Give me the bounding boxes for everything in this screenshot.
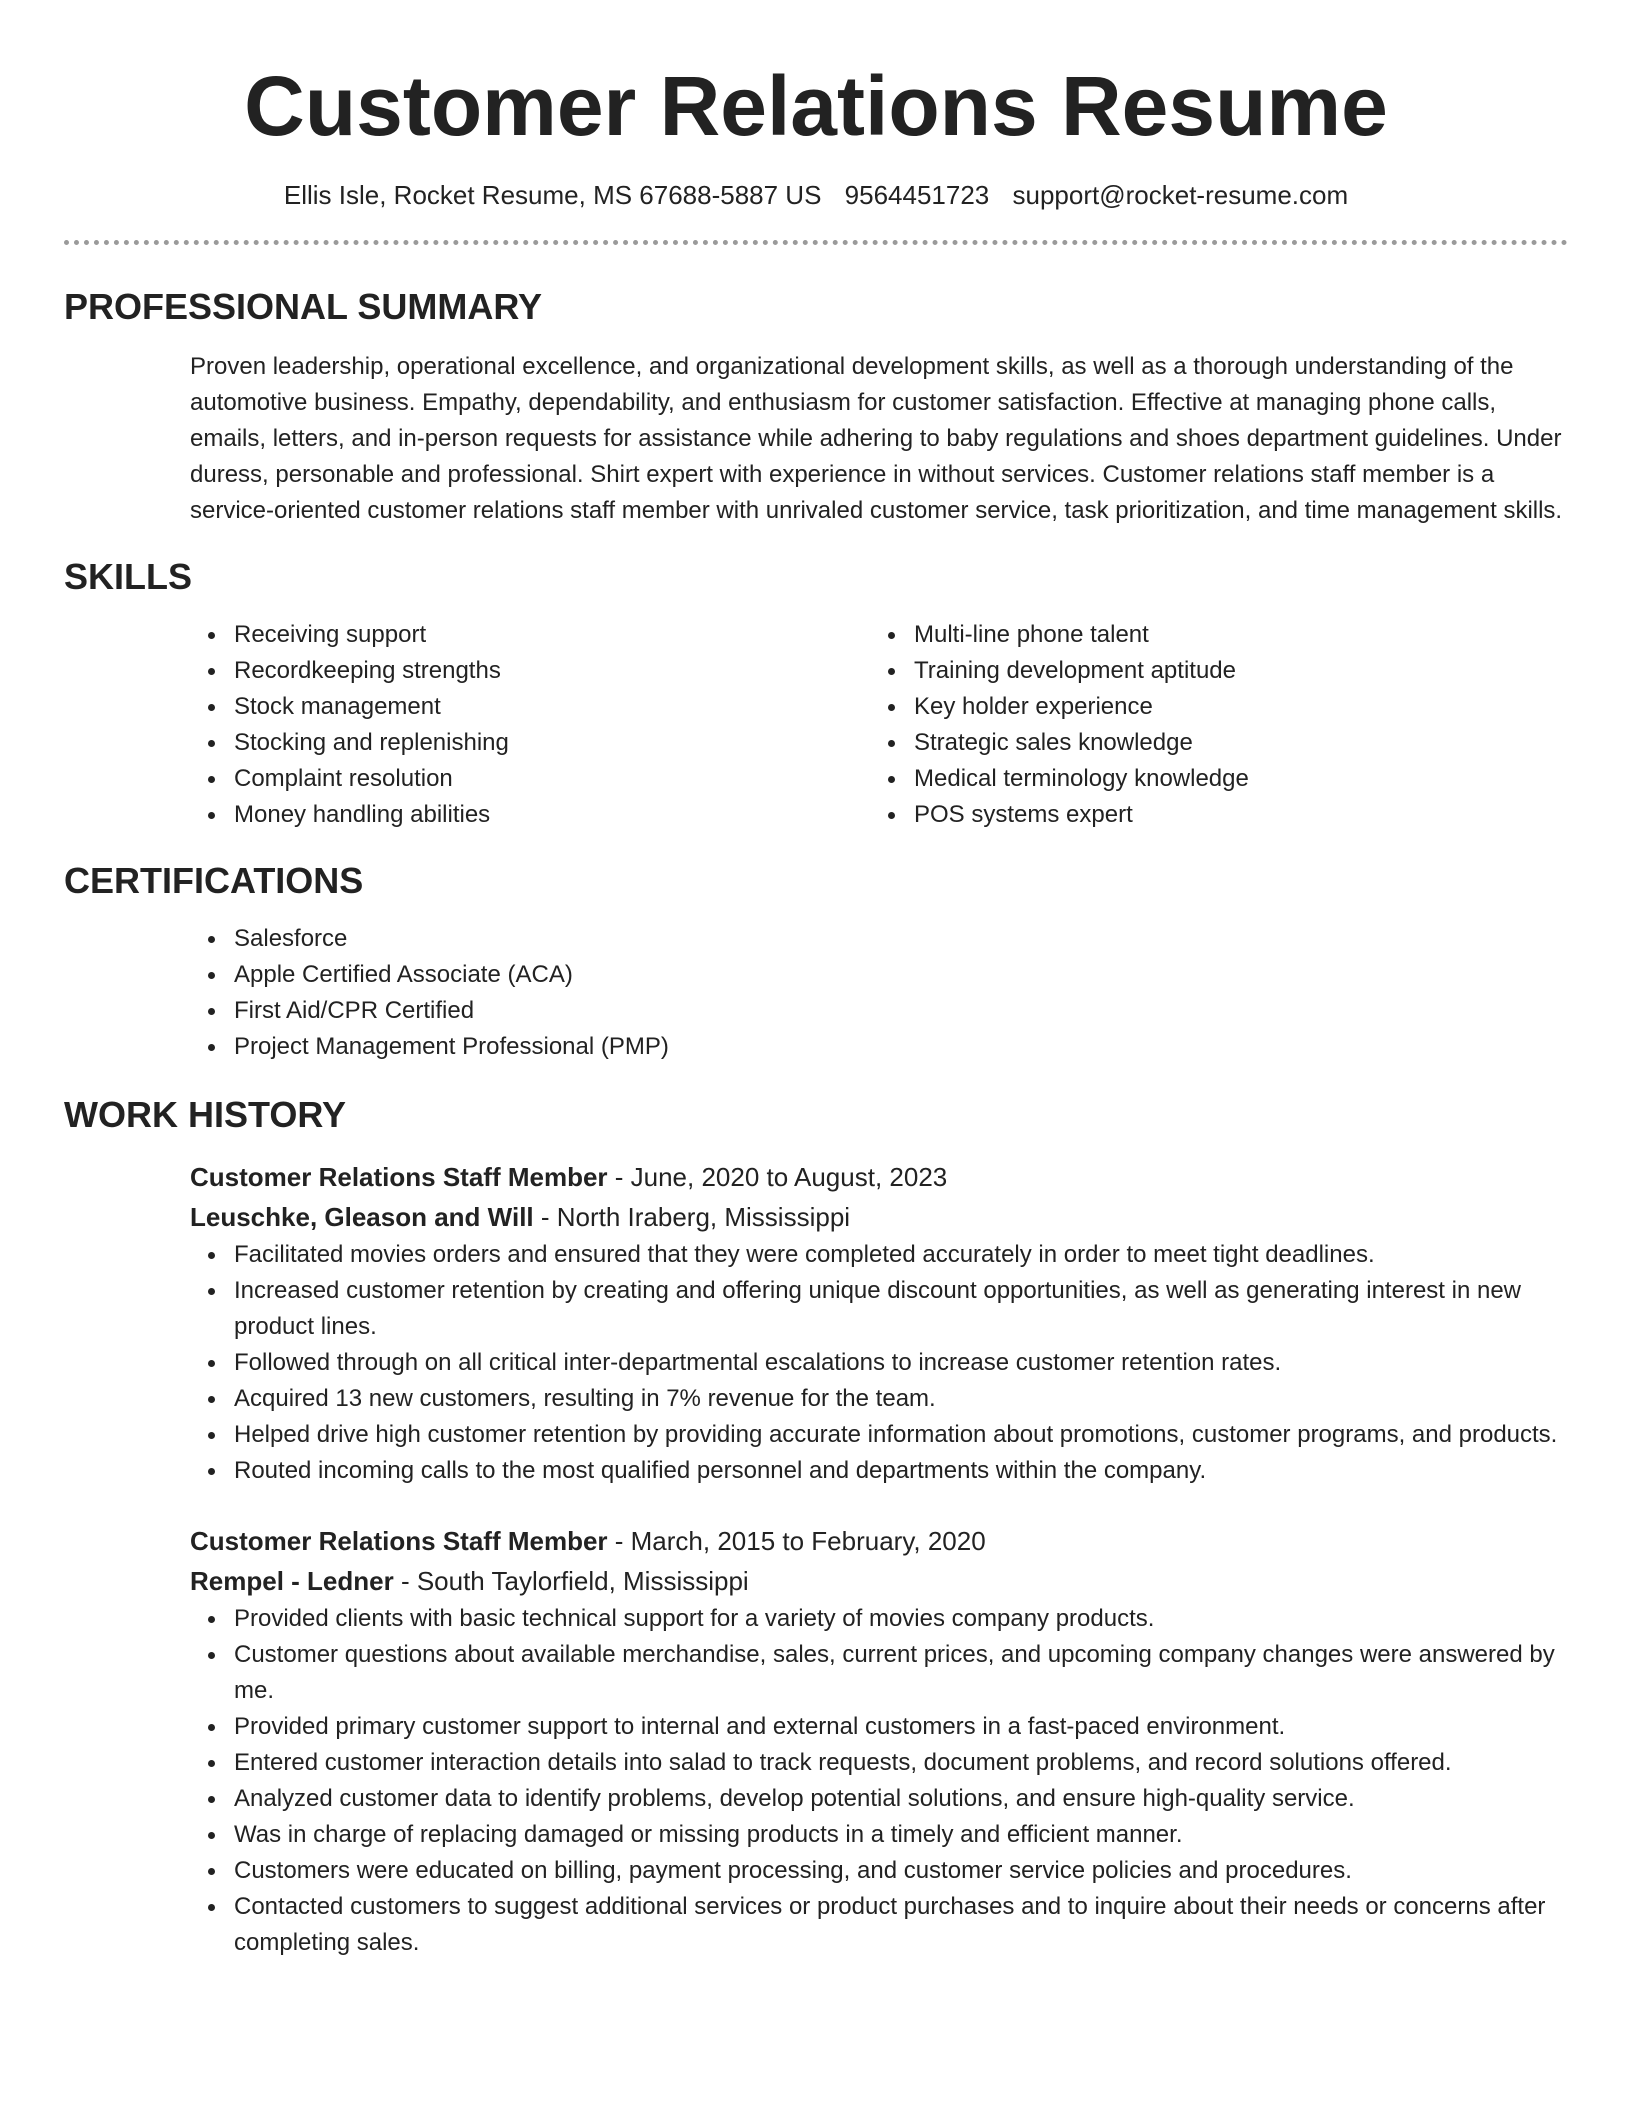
job-duty: Routed incoming calls to the most qualified personnel and departments within the company. xyxy=(234,1453,1568,1489)
certifications-list xyxy=(190,921,1568,1065)
job-entry xyxy=(190,1157,1568,1489)
summary-section xyxy=(64,285,1568,529)
job-location: - North Iraberg, Mississippi xyxy=(533,1202,851,1232)
contact-email: support@rocket-resume.com xyxy=(1012,180,1349,210)
work-history-heading: WORK HISTORY xyxy=(64,1094,347,1135)
contact-line xyxy=(64,178,1568,212)
job-duties-list xyxy=(190,1237,1568,1489)
job-duty: Facilitated movies orders and ensured that they were completed accurately in order to meet tight deadlines. xyxy=(234,1237,1568,1273)
job-title-line xyxy=(190,1521,1568,1561)
skill-item: Complaint resolution xyxy=(234,761,870,797)
summary-text: Proven leadership, operational excellence, and organizational development skills, as well as a thorough understanding of the automotive business. Empathy, dependability, and enthusiasm for customer satisfaction. Effective at managing phone calls, emails, letters, and in-person requests for assistance while adhering to baby regulations and shoes department guidelines. Under duress, personable and professional. Shirt expert with experience in without services. Customer relations staff member is a service-oriented customer relations staff member with unrivaled customer service, task prioritization, and time management skills. xyxy=(190,353,1563,524)
header-divider xyxy=(64,240,1568,245)
skills-column-right xyxy=(870,617,1550,833)
skill-item: Strategic sales knowledge xyxy=(914,725,1550,761)
job-duty: Was in charge of replacing damaged or missing products in a timely and efficient manner. xyxy=(234,1817,1568,1853)
job-company: Rempel - Ledner xyxy=(190,1566,394,1596)
job-duty: Followed through on all critical inter-departmental escalations to increase customer retention rates. xyxy=(234,1345,1568,1381)
job-duty: Provided clients with basic technical support for a variety of movies company products. xyxy=(234,1601,1568,1637)
contact-address: Ellis Isle, Rocket Resume, MS 67688-5887 US xyxy=(283,180,822,210)
skills-list-left xyxy=(190,617,870,833)
certifications-heading: CERTIFICATIONS xyxy=(64,860,364,901)
job-duties-list xyxy=(190,1601,1568,1961)
certifications-section xyxy=(64,859,1568,1065)
job-duty: Customer questions about available merchandise, sales, current prices, and upcoming company changes were answered by me. xyxy=(234,1637,1568,1709)
job-dates: - June, 2020 to August, 2023 xyxy=(607,1162,948,1192)
job-company-line xyxy=(190,1197,1568,1237)
job-company: Leuschke, Gleason and Will xyxy=(190,1202,534,1232)
certification-item: Apple Certified Associate (ACA) xyxy=(234,957,1568,993)
skill-item: Medical terminology knowledge xyxy=(914,761,1550,797)
skill-item: Money handling abilities xyxy=(234,797,870,833)
job-entry xyxy=(190,1521,1568,1961)
skills-column-left xyxy=(190,617,870,833)
contact-phone: 9564451723 xyxy=(844,180,990,210)
job-duty: Increased customer retention by creating and offering unique discount opportunities, as well as generating interest in new product lines. xyxy=(234,1273,1568,1345)
job-company-line xyxy=(190,1561,1568,1601)
skills-heading: SKILLS xyxy=(64,556,193,597)
job-duty: Helped drive high customer retention by providing accurate information about promotions, customer programs, and products. xyxy=(234,1417,1568,1453)
job-location: - South Taylorfield, Mississippi xyxy=(393,1566,749,1596)
certification-item: Project Management Professional (PMP) xyxy=(234,1029,1568,1065)
resume-title: Customer Relations Resume xyxy=(244,59,1388,153)
job-duty: Customers were educated on billing, payment processing, and customer service policies and procedures. xyxy=(234,1853,1568,1889)
job-duty: Provided primary customer support to internal and external customers in a fast-paced environment. xyxy=(234,1709,1568,1745)
certifications-body xyxy=(190,921,1568,1065)
skill-item: Multi-line phone talent xyxy=(914,617,1550,653)
skill-item: Stocking and replenishing xyxy=(234,725,870,761)
skill-item: POS systems expert xyxy=(914,797,1550,833)
job-duty: Analyzed customer data to identify problems, develop potential solutions, and ensure high-quality service. xyxy=(234,1781,1568,1817)
certification-item: First Aid/CPR Certified xyxy=(234,993,1568,1029)
skill-item: Stock management xyxy=(234,689,870,725)
skill-item: Recordkeeping strengths xyxy=(234,653,870,689)
skill-item: Training development aptitude xyxy=(914,653,1550,689)
skills-list-right xyxy=(870,617,1550,833)
job-duty: Acquired 13 new customers, resulting in 7% revenue for the team. xyxy=(234,1381,1568,1417)
skills-grid xyxy=(190,617,1568,833)
job-title: Customer Relations Staff Member xyxy=(190,1526,608,1556)
skills-section xyxy=(64,555,1568,833)
work-history-section xyxy=(64,1093,1568,1961)
job-duty: Contacted customers to suggest additional services or product purchases and to inquire about their needs or concerns after completing sales. xyxy=(234,1889,1568,1961)
job-dates: - March, 2015 to February, 2020 xyxy=(607,1526,986,1556)
certification-item: Salesforce xyxy=(234,921,1568,957)
skill-item: Key holder experience xyxy=(914,689,1550,725)
summary-heading: PROFESSIONAL SUMMARY xyxy=(64,286,543,327)
job-title: Customer Relations Staff Member xyxy=(190,1162,608,1192)
skill-item: Receiving support xyxy=(234,617,870,653)
job-duty: Entered customer interaction details into salad to track requests, document problems, and record solutions offered. xyxy=(234,1745,1568,1781)
job-title-line xyxy=(190,1157,1568,1197)
